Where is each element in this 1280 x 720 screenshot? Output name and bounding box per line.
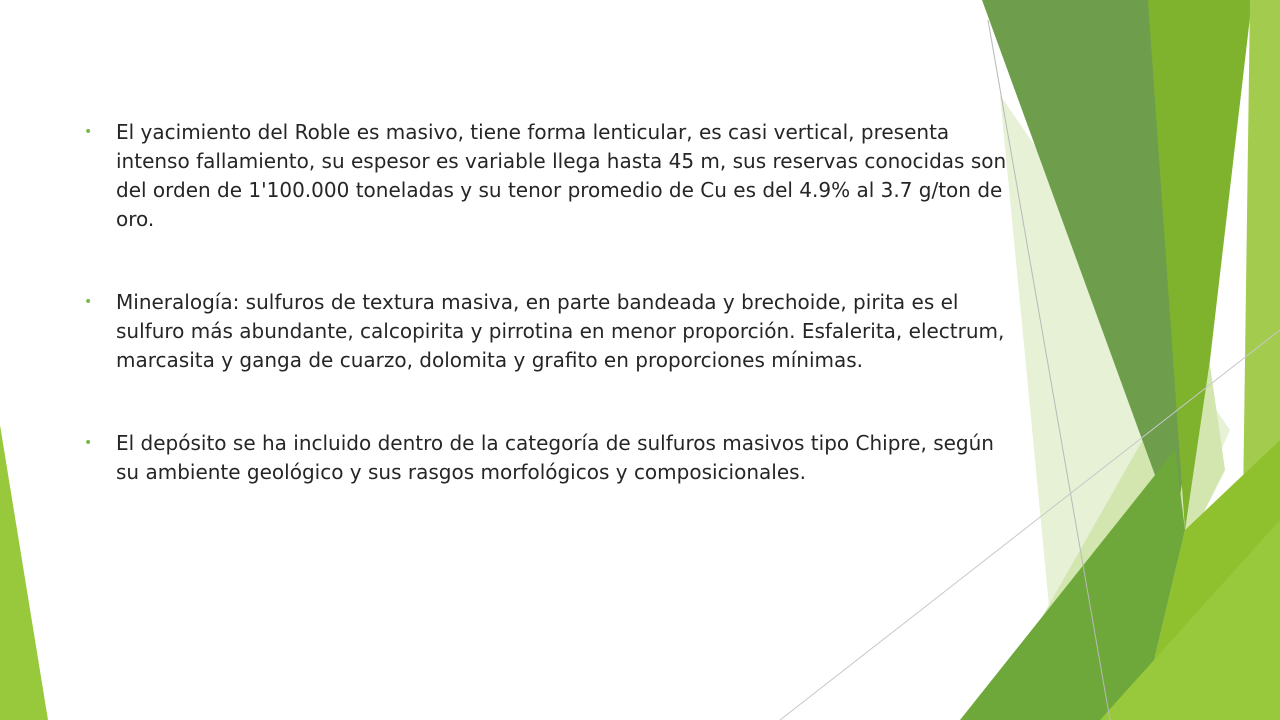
bullet-text: El yacimiento del Roble es masivo, tiene forma lenticular, es casi vertical, presenta intenso fallamiento, su espesor es variable llega hasta 45 m, sus reservas conocidas son del orden de 1'100.000 toneladas y su tenor promedio de Cu es del 4.9% al 3.7 g/ton de oro. <box>116 120 1007 231</box>
bullet-item-mineralogia <box>84 288 1014 375</box>
bullet-item-deposito <box>84 429 1014 487</box>
bullet-list <box>84 118 1014 487</box>
bullet-dot-icon: • <box>84 294 93 310</box>
bullet-dot-icon: • <box>84 124 93 140</box>
bullet-dot-icon: • <box>84 435 93 451</box>
bullet-text: Mineralogía: sulfuros de textura masiva, en parte bandeada y brechoide, pirita es el sulfuro más abundante, calcopirita y pirrotina en menor proporción. Esfalerita, electrum, marcasita y ganga de cuarzo, dolomita y grafito en proporciones mínimas. <box>116 290 1005 372</box>
bullet-text: El depósito se ha incluido dentro de la categoría de sulfuros masivos tipo Chipre, según su ambiente geológico y sus rasgos morfológicos y composicionales. <box>116 431 994 484</box>
bullet-item-roble <box>84 118 1014 234</box>
left-green-sliver <box>0 425 48 720</box>
